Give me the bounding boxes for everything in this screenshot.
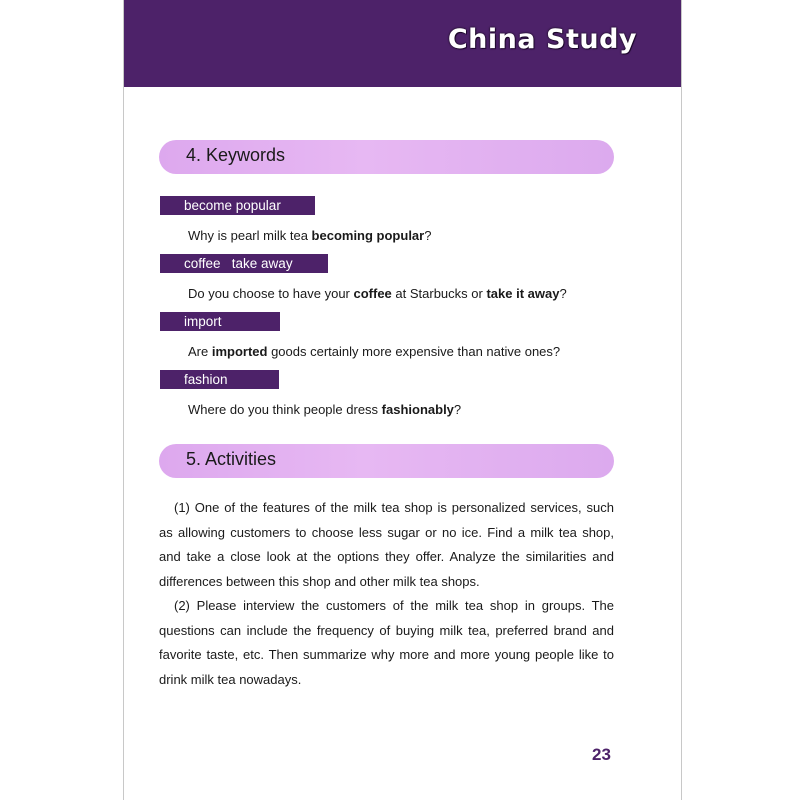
activity-paragraph: (2) Please interview the customers of the milk tea shop in groups. The questions can include the frequency of buying milk tea, preferred brand and favorite taste, etc. Then summarize why more and more young people like to drink milk tea nowadays. [159,598,614,687]
keywords-heading: 4. Keywords [186,145,286,165]
keywords-banner [159,140,614,174]
keyword-sentence [188,228,431,243]
activities-heading: 5. Activities [186,449,277,469]
keyword-sentence [188,402,461,417]
keyword-highlight: fashionably [381,402,454,417]
sentence-text: ? [559,286,567,301]
sentence-text: Why is pearl milk tea [188,228,312,243]
sentence-text: at Starbucks or [391,286,487,301]
keyword-sentence [188,344,560,359]
keyword-term: import [160,312,280,331]
keyword-highlight: take it away [486,286,560,301]
activity-paragraph: (1) One of the features of the milk tea shop is personalized services, such as allowing customers to choose less sugar or no ice. Find a milk tea shop, and take a close look at the options they offer. Analyze the similarities and differences between this shop and other milk tea shops. [159,500,614,589]
keyword-term: become popular [160,196,315,215]
keyword-highlight: coffee [353,286,392,301]
keyword-highlight: imported [211,344,268,359]
page-number: 23 [592,745,611,764]
keyword-sentence [188,286,567,301]
sentence-text: Do you choose to have your [188,286,354,301]
header-title: China Study [447,24,637,55]
sentence-text: Where do you think people dress [188,402,382,417]
sentence-text: Are [188,344,212,359]
book-page [123,0,682,800]
keyword-term: fashion [160,370,279,389]
sentence-text: ? [424,228,432,243]
keyword-highlight: becoming popular [311,228,425,243]
header-band [124,0,681,87]
sentence-text: goods certainly more expensive than native ones? [267,344,561,359]
keyword-term: coffee take away [160,254,328,273]
activities-banner [159,444,614,478]
sentence-text: ? [453,402,462,417]
